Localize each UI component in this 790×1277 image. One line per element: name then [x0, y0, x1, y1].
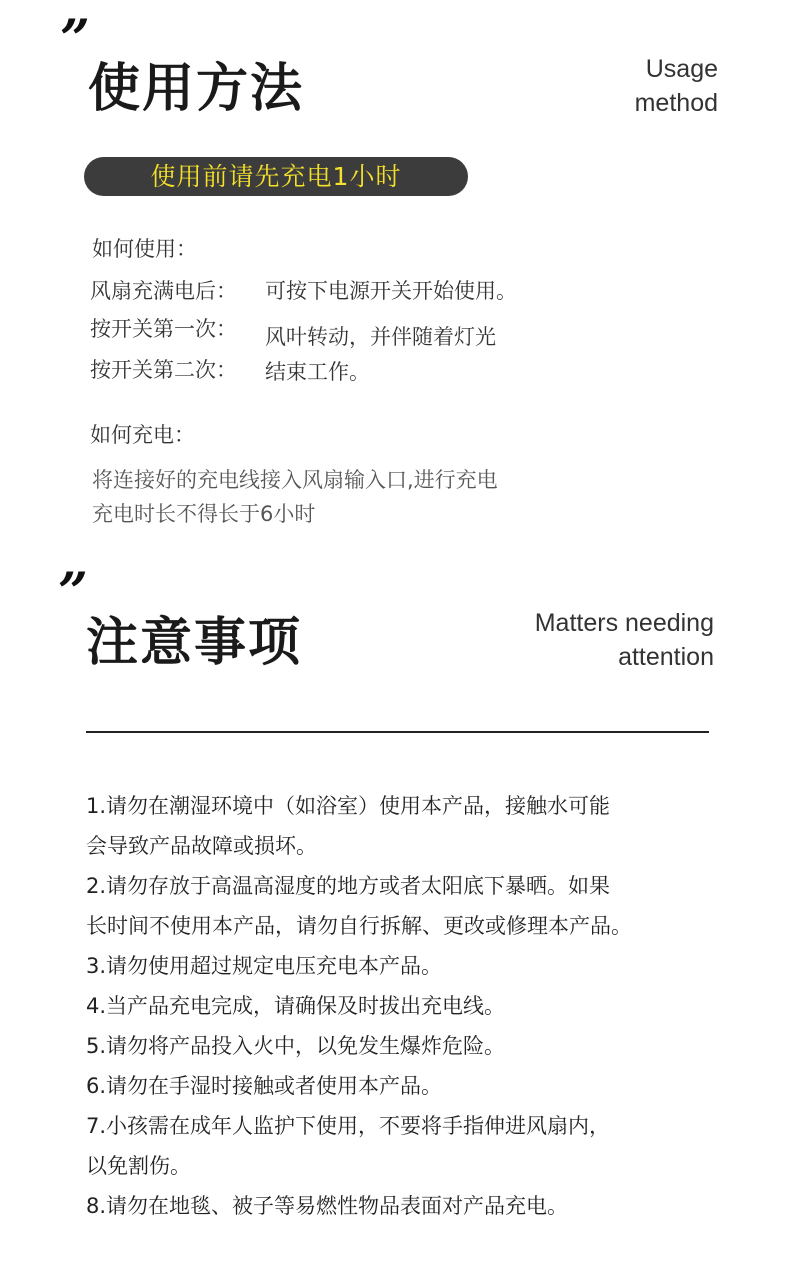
- usage-title: 使用方法: [88, 59, 305, 119]
- usage-english-line2: method: [634, 89, 718, 117]
- charge-instruction-line: 将连接好的充电线接入风扇输入口,进行充电: [92, 468, 498, 492]
- list-item: 3.请勿使用超过规定电压充电本产品。: [86, 954, 443, 978]
- attention-english-title: [535, 606, 714, 674]
- attention-title: 注意事项: [86, 613, 303, 673]
- usage-english-line1: Usage: [645, 55, 718, 83]
- attention-notes-list: [86, 786, 736, 1226]
- list-item: 长时间不使用本产品，请勿自行拆解、更改或修理本产品。: [86, 914, 632, 938]
- usage-row-label: 按开关第二次：: [90, 358, 237, 382]
- how-to-charge-heading: 如何充电：: [90, 423, 195, 447]
- charge-instruction-line: 充电时长不得长于6小时: [92, 502, 316, 526]
- list-item: 6.请勿在手湿时接触或者使用本产品。: [86, 1074, 443, 1098]
- list-item: 5.请勿将产品投入火中，以免发生爆炸危险。: [86, 1034, 506, 1058]
- usage-english-title: [635, 52, 718, 120]
- quote-mark-icon: ”: [58, 562, 88, 623]
- charge-first-banner: 使用前请先充电1小时: [84, 157, 468, 196]
- usage-row-text: 结束工作。: [265, 360, 370, 384]
- list-item: 会导致产品故障或损坏。: [86, 834, 317, 858]
- list-item: 8.请勿在地毯、被子等易燃性物品表面对产品充电。: [86, 1194, 569, 1218]
- list-item: 4.当产品充电完成，请确保及时拔出充电线。: [86, 994, 506, 1018]
- usage-row-text: 可按下电源开关开始使用。: [265, 279, 517, 303]
- section-divider: [86, 731, 709, 733]
- usage-row-text: 风叶转动，并伴随着灯光: [265, 325, 496, 349]
- list-item: 以免割伤。: [86, 1154, 191, 1178]
- usage-row-label: 按开关第一次：: [90, 317, 237, 341]
- how-to-use-heading: 如何使用：: [92, 237, 197, 261]
- quote-mark-icon: ”: [60, 9, 90, 70]
- usage-row-label: 风扇充满电后：: [90, 279, 237, 303]
- attention-english-line1: Matters needing: [534, 609, 714, 637]
- list-item: 7.小孩需在成年人监护下使用，不要将手指伸进风扇内，: [86, 1114, 611, 1138]
- attention-english-line2: attention: [618, 643, 714, 671]
- list-item: 1.请勿在潮湿环境中（如浴室）使用本产品，接触水可能: [86, 794, 611, 818]
- list-item: 2.请勿存放于高温高湿度的地方或者太阳底下暴晒。如果: [86, 874, 611, 898]
